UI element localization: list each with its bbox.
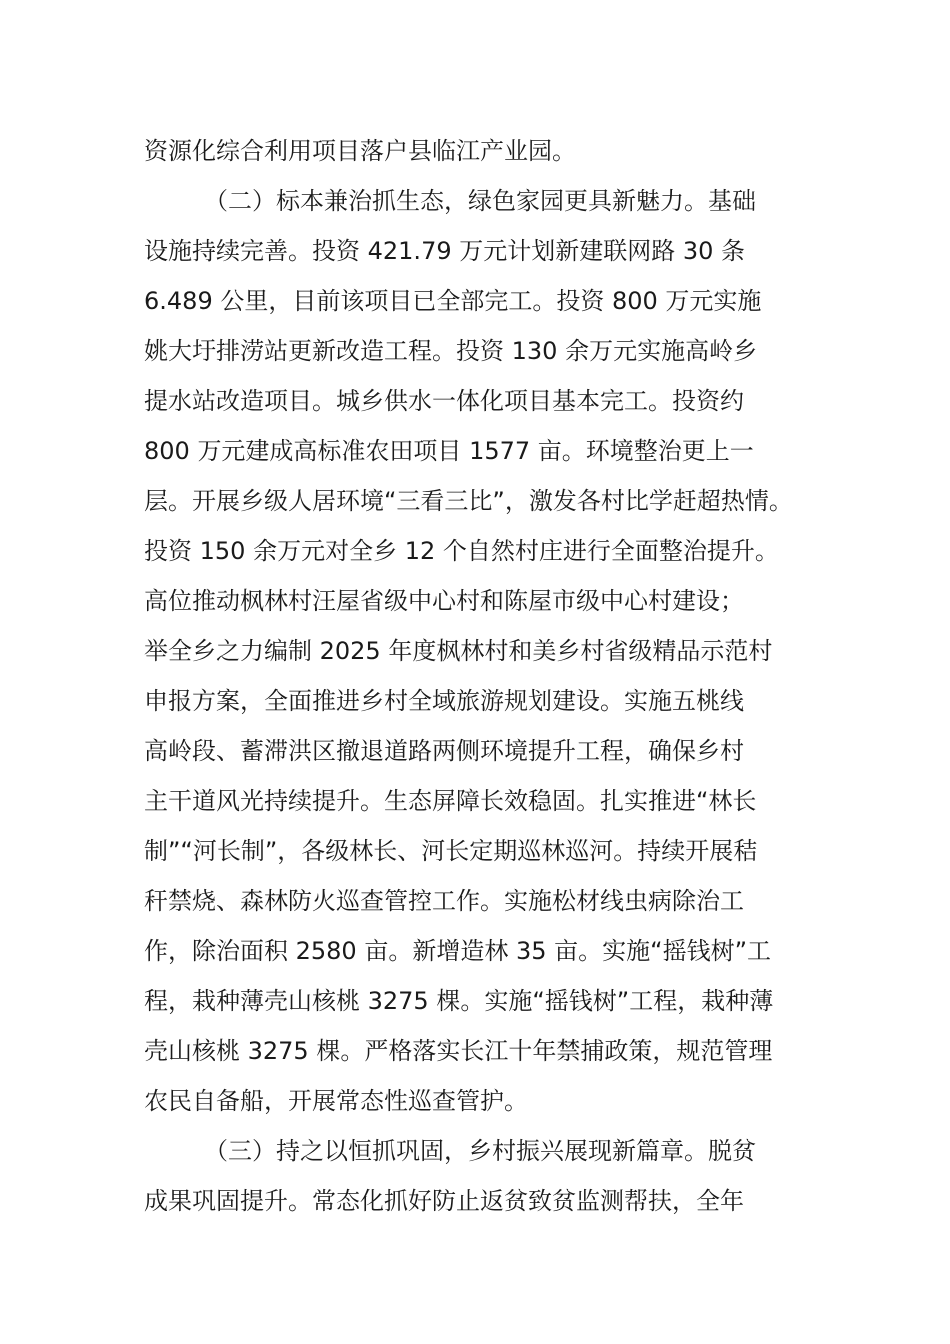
text-line-4: 6.489 公里，目前该项目已全部完工。投资 800 万元实施 xyxy=(144,287,762,315)
text-line-9: 投资 150 余万元对全乡 12 个自然村庄进行全面整治提升。 xyxy=(144,537,779,565)
text-line-11: 举全乡之力编制 2025 年度枫林村和美乡村省级精品示范村 xyxy=(144,637,773,665)
text-line-18: 程，栽种薄壳山核桃 3275 棵。实施“摇钱树”工程，栽种薄 xyxy=(144,987,774,1015)
text-line-7: 800 万元建成高标准农田项目 1577 亩。环境整治更上一 xyxy=(144,437,754,465)
text-line-19: 壳山核桃 3275 棵。严格落实长江十年禁捕政策，规范管理 xyxy=(144,1037,773,1065)
text-line-6: 提水站改造项目。城乡供水一体化项目基本完工。投资约 xyxy=(144,387,744,415)
text-line-12: 申报方案，全面推进乡村全域旅游规划建设。实施五桃线 xyxy=(144,687,744,715)
section-heading-3: （三）持之以恒抓巩固，乡村振兴展现新篇章。脱贫 xyxy=(204,1137,756,1165)
text-line-13: 高岭段、蓄滞洪区撤退道路两侧环境提升工程，确保乡村 xyxy=(144,737,744,765)
text-line-20: 农民自备船，开展常态性巡查管护。 xyxy=(144,1087,528,1115)
body-text xyxy=(144,126,824,1226)
text-line-16: 秆禁烧、森林防火巡查管控工作。实施松材线虫病除治工 xyxy=(144,887,744,915)
text-line-5: 姚大圩排涝站更新改造工程。投资 130 余万元实施高岭乡 xyxy=(144,337,758,365)
text-line-14: 主干道风光持续提升。生态屏障长效稳固。扎实推进“林长 xyxy=(144,787,757,815)
text-line-15: 制”“河长制”，各级林长、河长定期巡林巡河。持续开展秸 xyxy=(144,837,758,865)
text-line-22: 成果巩固提升。常态化抓好防止返贫致贫监测帮扶，全年 xyxy=(144,1187,744,1215)
text-line-8: 层。开展乡级人居环境“三看三比”，激发各村比学赶超热情。 xyxy=(144,487,793,515)
section-heading-2: （二）标本兼治抓生态，绿色家园更具新魅力。基础 xyxy=(204,187,756,215)
text-line-1: 资源化综合利用项目落户县临江产业园。 xyxy=(144,137,576,165)
text-line-17: 作，除治面积 2580 亩。新增造林 35 亩。实施“摇钱树”工 xyxy=(144,937,771,965)
text-line-10: 高位推动枫林村汪屋省级中心村和陈屋市级中心村建设； xyxy=(144,587,744,615)
text-line-3: 设施持续完善。投资 421.79 万元计划新建联网路 30 条 xyxy=(144,237,746,265)
